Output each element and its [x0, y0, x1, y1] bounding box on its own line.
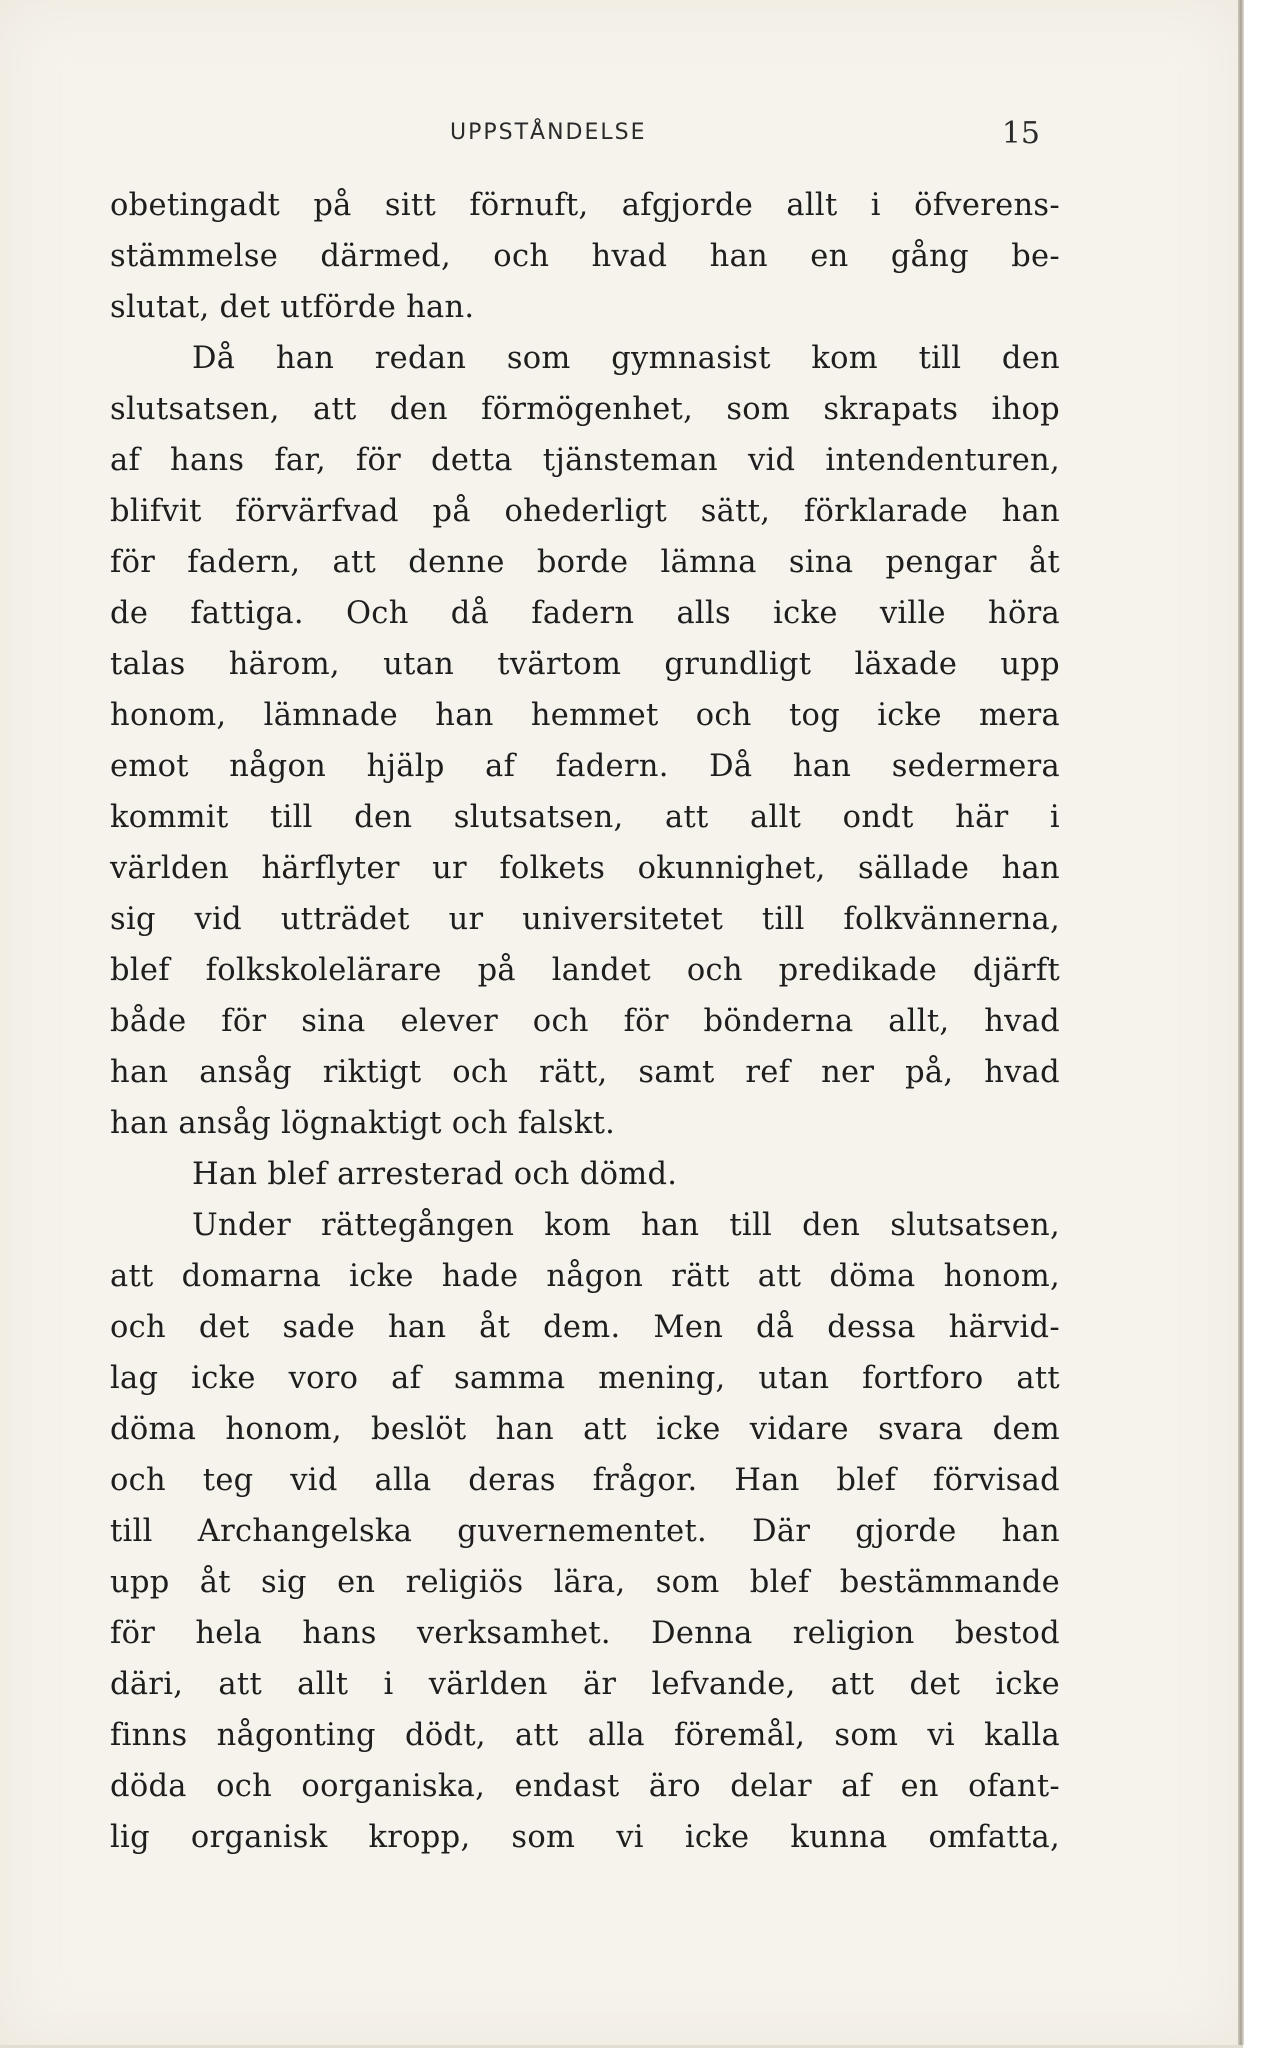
text-line: upp åt sig en religiös lära, som blef bestämmande — [110, 1565, 1060, 1600]
text-line: världen härflyter ur folkets okunnighet, sällade han — [110, 851, 1060, 886]
text-line: obetingadt på sitt förnuft, afgjorde allt i öfverens- — [110, 188, 1060, 223]
text-line: talas härom, utan tvärtom grundligt läxade upp — [110, 647, 1060, 682]
text-line: för hela hans verksamhet. Denna religion bestod — [110, 1616, 1060, 1651]
text-line: både för sina elever och för bönderna allt, hvad — [110, 1004, 1060, 1039]
text-line: för fadern, att denne borde lämna sina pengar åt — [110, 545, 1060, 580]
page-header — [110, 116, 1040, 156]
text-line: de fattiga. Och då fadern alls icke ville höra — [110, 596, 1060, 631]
page-number: 15 — [1001, 116, 1040, 151]
text-line: kommit till den slutsatsen, att allt ondt här i — [110, 800, 1060, 835]
text-line: honom, lämnade han hemmet och tog icke mera — [110, 698, 1060, 733]
text-line: Under rättegången kom han till den slutsatsen, — [192, 1208, 1060, 1243]
text-line: att domarna icke hade någon rätt att döma honom, — [110, 1259, 1060, 1294]
text-line: till Archangelska guvernementet. Där gjorde han — [110, 1514, 1060, 1549]
text-line: lag icke voro af samma mening, utan fortforo att — [110, 1361, 1060, 1396]
text-line: döma honom, beslöt han att icke vidare svara dem — [110, 1412, 1060, 1447]
text-line: Han blef arresterad och dömd. — [192, 1157, 678, 1192]
body-text — [110, 180, 1060, 1863]
text-line: slutsatsen, att den förmögenhet, som skrapats ihop — [110, 392, 1060, 427]
text-line: af hans far, för detta tjänsteman vid intendenturen, — [110, 443, 1060, 478]
text-line: däri, att allt i världen är lefvande, att det icke — [110, 1667, 1060, 1702]
text-line: lig organisk kropp, som vi icke kunna omfatta, — [110, 1820, 1060, 1855]
text-line: emot någon hjälp af fadern. Då han sedermera — [110, 749, 1060, 784]
running-title: UPPSTÅNDELSE — [450, 120, 647, 145]
text-line: döda och oorganiska, endast äro delar af en ofant- — [110, 1769, 1060, 1804]
text-line: och teg vid alla deras frågor. Han blef förvisad — [110, 1463, 1060, 1498]
page-edge — [1238, 0, 1244, 2045]
text-line: blef folkskolelärare på landet och predikade djärft — [110, 953, 1060, 988]
text-line: slutat, det utförde han. — [110, 290, 475, 325]
text-line: och det sade han åt dem. Men då dessa härvid- — [110, 1310, 1060, 1345]
text-line: finns någonting dödt, att alla föremål, som vi kalla — [110, 1718, 1060, 1753]
text-line: han ansåg lögnaktigt och falskt. — [110, 1106, 616, 1141]
text-line: blifvit förvärfvad på ohederligt sätt, förklarade han — [110, 494, 1060, 529]
text-line: sig vid utträdet ur universitetet till folkvännerna, — [110, 902, 1060, 937]
text-line: Då han redan som gymnasist kom till den — [192, 341, 1060, 376]
text-line: han ansåg riktigt och rätt, samt ref ner på, hvad — [110, 1055, 1060, 1090]
text-line: stämmelse därmed, och hvad han en gång be- — [110, 239, 1060, 274]
